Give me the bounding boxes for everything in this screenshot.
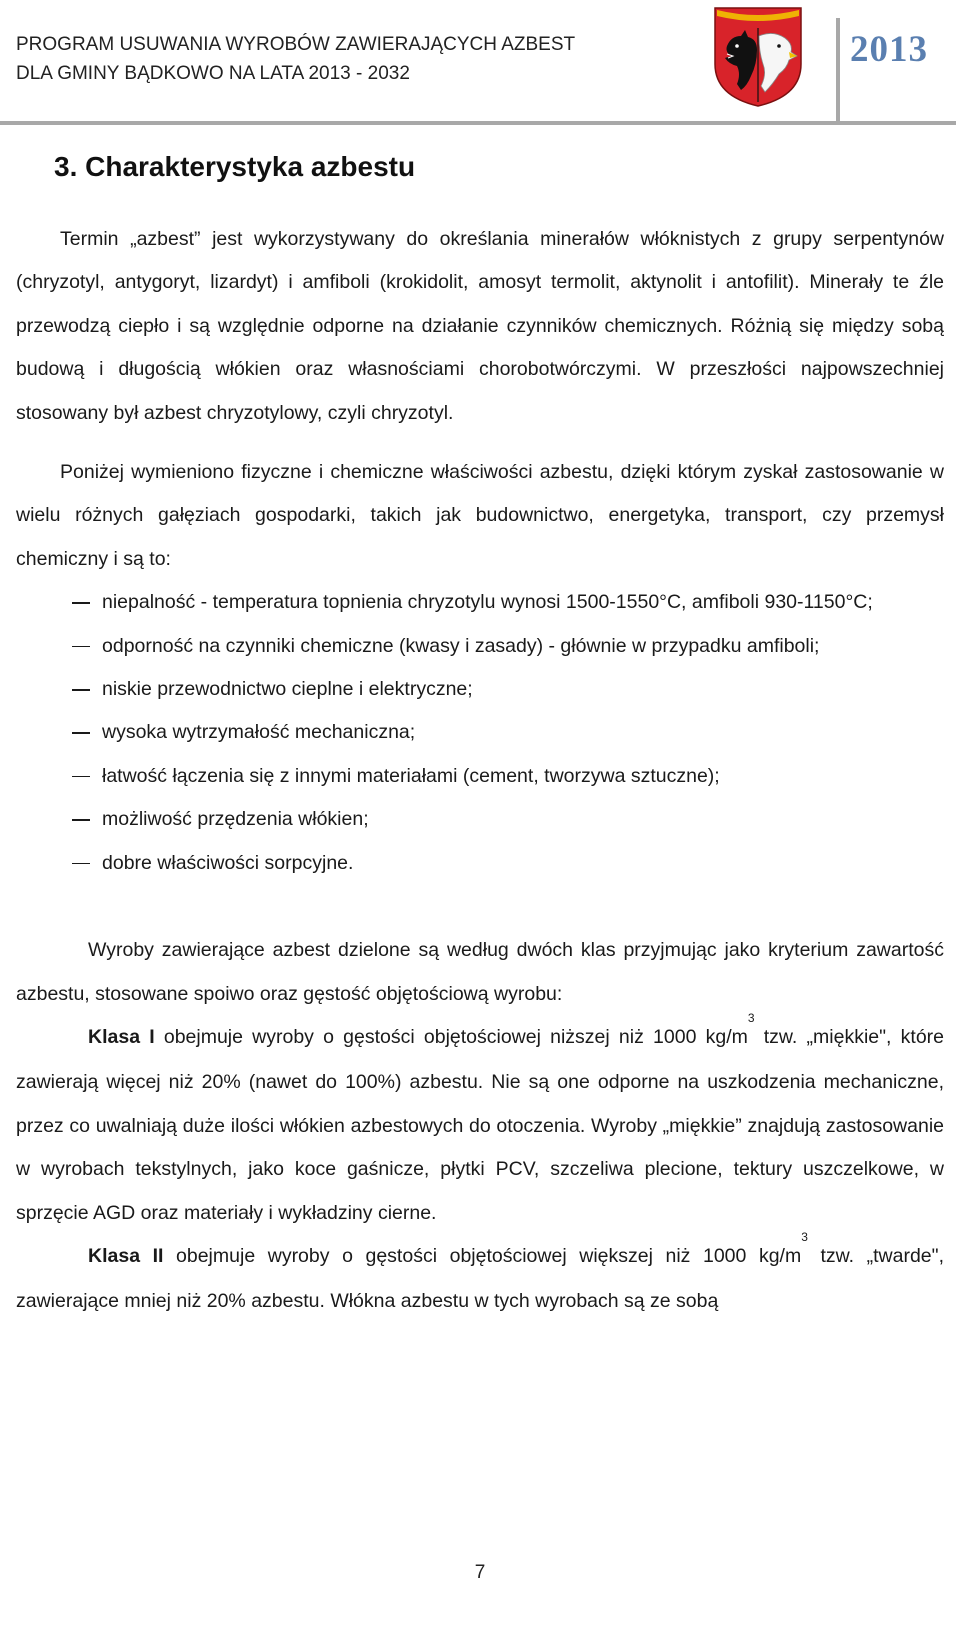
page-number: 7 xyxy=(474,1562,486,1583)
page-header xyxy=(0,0,960,126)
page-body xyxy=(16,150,944,1324)
paragraph-class-1 xyxy=(16,1010,945,1235)
dash-bullet-icon xyxy=(72,776,90,778)
list-item xyxy=(16,625,944,668)
list-item-text: dobre właściwości sorpcyjne. xyxy=(102,851,354,874)
class-2-text-a: obejmuje wyroby o gęstości objętościowej większej niż 1000 kg/m xyxy=(163,1244,802,1267)
class-2-text-b: tzw. „twarde", zawierające mniej niż 20% azbestu. Włókna azbestu w tych wyrobach są ze sobą xyxy=(16,1244,944,1313)
list-item xyxy=(16,842,944,885)
header-horizontal-rule xyxy=(0,121,956,125)
list-item xyxy=(16,581,944,624)
class-1-text-a: obejmuje wyroby o gęstości objętościowej niższej niż 1000 kg/m xyxy=(154,1025,748,1048)
document-title xyxy=(16,30,575,88)
list-item-text: wysoka wytrzymałość mechaniczna; xyxy=(102,721,416,744)
properties-list xyxy=(16,581,944,885)
header-vertical-rule xyxy=(836,18,840,121)
list-item-text: niskie przewodnictwo cieplne i elektryczne; xyxy=(102,678,473,701)
dash-bullet-icon xyxy=(72,732,90,734)
paragraph-class-2 xyxy=(16,1229,944,1324)
list-item xyxy=(16,755,944,798)
list-item-text: odporność na czynniki chemiczne (kwasy i zasady) - głównie w przypadku amfiboli; xyxy=(102,634,820,657)
paragraph-properties-intro: Poniżej wymieniono fizyczne i chemiczne właściwości azbestu, dzięki którym zyskał zastosowanie w wielu różnych gałęziach gospodarki, takich jak budownictwo, energetyka, transport, czy przemysł chemiczny i są to: xyxy=(16,461,944,570)
dash-bullet-icon xyxy=(72,819,90,821)
dash-bullet-icon xyxy=(72,646,90,648)
coat-of-arms-icon xyxy=(713,6,803,108)
dash-bullet-icon xyxy=(72,602,90,604)
class-1-text-b: tzw. „miękkie", które zawierają więcej niż 20% (nawet do 100%) azbestu. Nie są one odporne na uszkodzenia mechaniczne, przez co uwalniają duże ilości włókien azbestowych do otoczenia. Wyroby „miękkie” znajdują zastosowanie w wyrobach tekstylnych, jako koce gaśnicze, płytki PCV, szczeliwa plecione, tektury uszczelkowe, w sprzęcie AGD oraz materiały i wykładziny cierne. xyxy=(16,1025,945,1224)
list-item-text: łatwość łączenia się z innymi materiałami (cement, tworzywa sztuczne); xyxy=(102,764,720,787)
class-2-superscript: 3 xyxy=(801,1229,808,1244)
class-1-label: Klasa I xyxy=(88,1025,155,1048)
paragraph-classes-intro: Wyroby zawierające azbest dzielone są według dwóch klas przyjmując jako kryterium zawartość azbestu, stosowane spoiwo oraz gęstość objętościową wyrobu: xyxy=(16,939,944,1005)
section-heading: 3. Charakterystyka azbestu xyxy=(54,151,416,182)
document-title-line-2: DLA GMINY BĄDKOWO NA LATA 2013 - 2032 xyxy=(16,63,410,84)
list-item-text: możliwość przędzenia włókien; xyxy=(102,808,369,831)
dash-bullet-icon xyxy=(72,689,90,691)
list-item-text: niepalność - temperatura topnienia chryzotylu wynosi 1500-1550°C, amfiboli 930-1150°C; xyxy=(102,591,873,614)
header-year: 2013 xyxy=(850,29,928,70)
dash-bullet-icon xyxy=(72,863,90,865)
list-item xyxy=(16,668,944,711)
document-title-line-1: PROGRAM USUWANIA WYROBÓW ZAWIERAJĄCYCH AZBEST xyxy=(16,34,576,55)
list-item xyxy=(16,711,944,754)
class-2-label: Klasa II xyxy=(88,1244,164,1267)
list-item xyxy=(16,798,944,841)
paragraph-definition: Termin „azbest” jest wykorzystywany do określania minerałów włóknistych z grupy serpentynów (chryzotyl, antygoryt, lizardyt) i amfiboli (krokidolit, amosyt termolit, aktynolit i antofilit). Minerały te źle przewodzą ciepło i są względnie odporne na działanie czynników chemicznych. Różnią się między sobą budową i długością włókien oraz własnościami chorobotwórczymi. W przeszłości najpowszechniej stosowany był azbest chryzotylowy, czyli chryzotyl. xyxy=(16,228,944,424)
class-1-superscript: 3 xyxy=(747,1010,755,1025)
